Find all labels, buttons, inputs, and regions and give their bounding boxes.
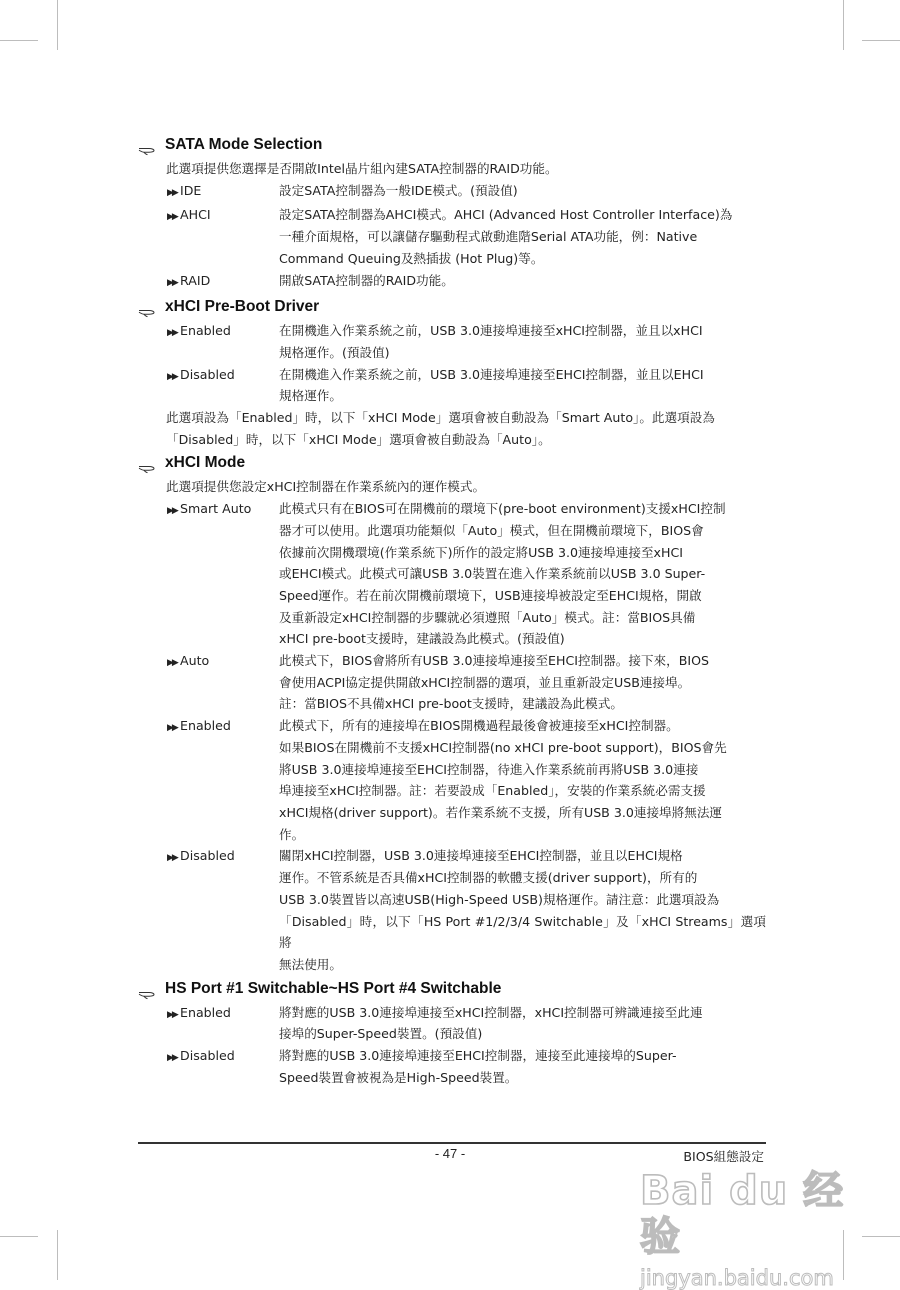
description-line: xHCI規格(driver support)。若作業系統不支援，所有USB 3.0連接埠將無法運 xyxy=(279,804,723,820)
section-intro: 此選項提供您設定xHCI控制器在作業系統內的運作模式。 xyxy=(166,479,486,495)
section-title xyxy=(138,294,768,320)
description-line: 將對應的USB 3.0連接埠連接至xHCI控制器，xHCI控制器可辨識連接至此連 xyxy=(279,1004,703,1020)
crop-mark xyxy=(0,1236,38,1237)
option-row xyxy=(138,498,768,650)
pointing-hand-icon xyxy=(138,301,156,313)
crop-mark xyxy=(57,0,58,50)
description-line: 設定SATA控制器為一般IDE模式。(預設值) xyxy=(279,182,518,198)
option-description xyxy=(279,650,768,715)
manual-content xyxy=(138,132,768,1088)
option-description xyxy=(279,320,768,363)
description-line: 埠連接至xHCI控制器。註：若要設成「Enabled」，安裝的作業系統必需支援 xyxy=(279,783,706,799)
section-intro: 此選項提供您選擇是否開啟Intel晶片組內建SATA控制器的RAID功能。 xyxy=(166,161,558,176)
section-title-text: xHCI Mode xyxy=(165,454,246,472)
description-line: Speed運作。若在前次開機前環境下，USB連接埠被設定至EHCI規格，開啟 xyxy=(279,587,702,603)
option-row xyxy=(138,180,768,205)
option-row xyxy=(138,1002,768,1045)
description-line: 此模式下，所有的連接埠在BIOS開機過程最後會被連接至xHCI控制器。 xyxy=(279,718,679,734)
double-arrow-icon: ▶▶ xyxy=(167,658,177,669)
double-arrow-icon: ▶▶ xyxy=(167,277,177,288)
description-line: 器才可以使用。此選項功能類似「Auto」模式，但在開機前環境下，BIOS會 xyxy=(279,522,704,538)
option-name xyxy=(138,650,279,715)
option-name xyxy=(138,364,279,407)
option-description xyxy=(279,1045,768,1088)
crop-mark xyxy=(57,1230,58,1280)
description-line: 註：當BIOS不具備xHCI pre-boot支援時，建議設為此模式。 xyxy=(279,696,623,712)
option-row xyxy=(138,270,768,295)
option-description xyxy=(279,204,768,269)
option-name xyxy=(138,498,279,650)
description-line: 一種介面規格，可以讓儲存驅動程式啟動進階Serial ATA功能，例：Native xyxy=(279,229,698,245)
section-title xyxy=(138,976,768,1002)
description-line: 作。 xyxy=(279,826,305,842)
description-line: 開啟SATA控制器的RAID功能。 xyxy=(279,272,454,288)
section-title-text: HS Port #1 Switchable~HS Port #4 Switchable xyxy=(165,979,502,997)
description-line: 此模式下，BIOS會將所有USB 3.0連接埠連接至EHCI控制器。接下來，BIOS xyxy=(279,653,709,669)
option-name xyxy=(138,1045,279,1088)
watermark-url: jingyan.baidu.com xyxy=(640,1266,834,1290)
page-number: - 47 - xyxy=(434,1146,466,1161)
double-arrow-icon: ▶▶ xyxy=(167,1053,177,1064)
description-line: 將USB 3.0連接埠連接至EHCI控制器，待進入作業系統前再將USB 3.0連接 xyxy=(279,761,699,777)
description-line: 規格運作。 xyxy=(279,388,342,404)
option-row xyxy=(138,715,768,845)
description-line: 接埠的Super-Speed裝置。(預設值) xyxy=(279,1026,483,1042)
description-line: 會使用ACPI協定提供開啟xHCI控制器的選項，並且重新設定USB連接埠。 xyxy=(279,674,691,690)
description-line: 將對應的USB 3.0連接埠連接至EHCI控制器，連接至此連接埠的Super- xyxy=(279,1048,677,1064)
option-name-text: Enabled xyxy=(180,718,231,734)
option-name xyxy=(138,320,279,363)
double-arrow-icon: ▶▶ xyxy=(167,1009,177,1020)
double-arrow-icon: ▶▶ xyxy=(167,371,177,382)
baidu-watermark xyxy=(640,1168,880,1290)
option-row xyxy=(138,845,768,975)
option-description xyxy=(279,180,768,205)
pointing-hand-icon xyxy=(138,139,156,151)
option-name-text: Enabled xyxy=(180,1004,231,1020)
option-name-text: Disabled xyxy=(180,1048,235,1064)
watermark-logo: Bai du 经验 xyxy=(640,1168,845,1260)
description-line: 設定SATA控制器為AHCI模式。AHCI (Advanced Host Controller Interface)為 xyxy=(279,207,733,223)
chapter-label: BIOS組態設定 xyxy=(683,1149,764,1164)
option-name-text: Disabled xyxy=(180,366,235,382)
description-line: 無法使用。 xyxy=(279,956,342,972)
option-name xyxy=(138,845,279,975)
option-description xyxy=(279,270,768,295)
pointing-hand-icon xyxy=(138,457,156,469)
option-name xyxy=(138,204,279,269)
section-note-line: 此選項設為「Enabled」時，以下「xHCI Mode」選項會被自動設為「Smart Auto」。此選項設為 xyxy=(166,410,715,426)
crop-mark xyxy=(862,40,900,41)
description-line: 或EHCI模式。此模式可讓USB 3.0裝置在進入作業系統前以USB 3.0 Super- xyxy=(279,566,706,582)
section-title xyxy=(138,132,768,158)
option-name-text: IDE xyxy=(180,182,202,198)
option-row xyxy=(138,364,768,407)
option-name-text: Enabled xyxy=(180,323,231,339)
description-line: 如果BIOS在開機前不支援xHCI控制器(no xHCI pre-boot support)，BIOS會先 xyxy=(279,739,727,755)
option-name xyxy=(138,715,279,845)
description-line: 此模式只有在BIOS可在開機前的環境下(pre-boot environment)支援xHCI控制 xyxy=(279,501,726,517)
description-line: USB 3.0裝置皆以高速USB(High-Speed USB)規格運作。請注意：此選項設為 xyxy=(279,891,720,907)
option-name xyxy=(138,180,279,205)
option-name-text: RAID xyxy=(180,272,211,288)
description-line: 依據前次開機環境(作業系統下)所作的設定將USB 3.0連接埠連接至xHCI xyxy=(279,544,683,560)
option-description xyxy=(279,1002,768,1045)
option-row xyxy=(138,1045,768,1088)
pointing-hand-icon xyxy=(138,983,156,995)
option-name-text: Auto xyxy=(180,653,210,669)
option-name-text: AHCI xyxy=(180,207,211,223)
description-line: 運作。不管系統是否具備xHCI控制器的軟體支援(driver support)，所有的 xyxy=(279,870,698,886)
option-name xyxy=(138,270,279,295)
description-line: 「Disabled」時，以下「HS Port #1/2/3/4 Switchable」及「xHCI Streams」選項將 xyxy=(279,913,766,951)
crop-mark xyxy=(843,0,844,50)
description-line: 及重新設定xHCI控制器的步驟就必須遵照「Auto」模式。註：當BIOS具備 xyxy=(279,609,696,625)
double-arrow-icon: ▶▶ xyxy=(167,723,177,734)
option-row xyxy=(138,320,768,363)
option-description xyxy=(279,498,768,650)
double-arrow-icon: ▶▶ xyxy=(167,187,177,198)
description-line: 規格運作。(預設值) xyxy=(279,344,390,360)
section-title-text: xHCI Pre-Boot Driver xyxy=(165,298,320,316)
description-line: Command Queuing及熱插拔 (Hot Plug)等。 xyxy=(279,250,544,266)
crop-mark xyxy=(0,40,38,41)
double-arrow-icon: ▶▶ xyxy=(167,853,177,864)
double-arrow-icon: ▶▶ xyxy=(167,506,177,517)
section-title xyxy=(138,450,768,476)
double-arrow-icon: ▶▶ xyxy=(167,212,177,223)
option-description xyxy=(279,845,768,975)
section-note-line: 「Disabled」時，以下「xHCI Mode」選項會被自動設為「Auto」。 xyxy=(166,431,551,447)
description-line: 在開機進入作業系統之前，USB 3.0連接埠連接至EHCI控制器，並且以EHCI xyxy=(279,366,704,382)
double-arrow-icon: ▶▶ xyxy=(167,328,177,339)
option-description xyxy=(279,715,768,845)
description-line: 在開機進入作業系統之前，USB 3.0連接埠連接至xHCI控制器，並且以xHCI xyxy=(279,323,703,339)
option-name xyxy=(138,1002,279,1045)
option-row xyxy=(138,204,768,269)
description-line: 關閉xHCI控制器，USB 3.0連接埠連接至EHCI控制器，並且以EHCI規格 xyxy=(279,848,683,864)
footer-rule xyxy=(138,1142,766,1144)
section-title-text: SATA Mode Selection xyxy=(165,136,323,153)
description-line: xHCI pre-boot支援時，建議設為此模式。(預設值) xyxy=(279,631,565,647)
option-row xyxy=(138,650,768,715)
option-name-text: Smart Auto xyxy=(180,501,252,517)
description-line: Speed裝置會被視為是High-Speed裝置。 xyxy=(279,1069,518,1085)
option-name-text: Disabled xyxy=(180,848,235,864)
option-description xyxy=(279,364,768,407)
